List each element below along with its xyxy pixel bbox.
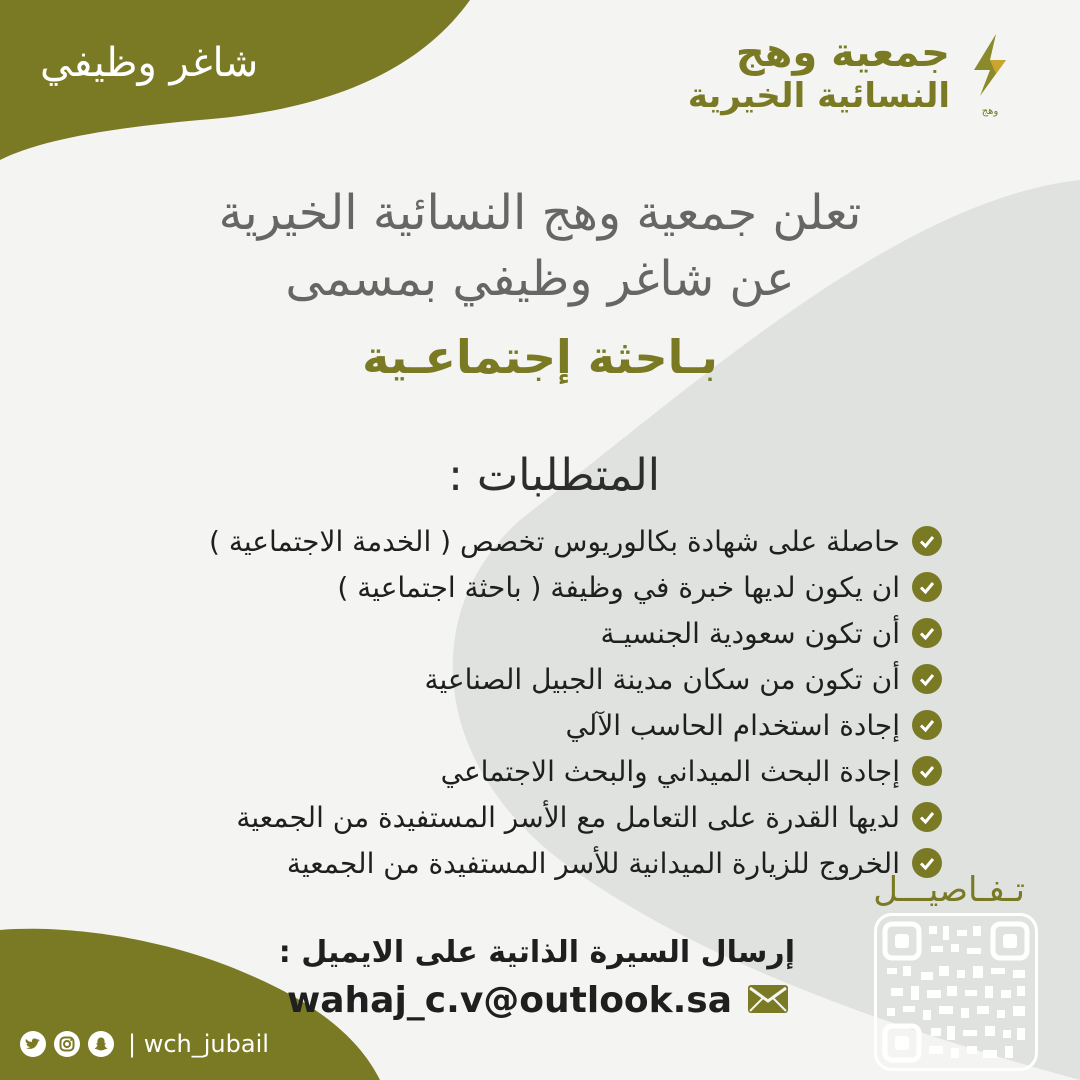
announcement-line-2: عن شاغر وظيفي بمسمى xyxy=(285,251,795,307)
check-icon xyxy=(912,618,942,648)
twitter-icon[interactable] xyxy=(20,1031,46,1057)
mail-icon xyxy=(746,983,790,1019)
requirement-text: أن تكون من سكان مدينة الجبيل الصناعية xyxy=(424,662,900,696)
requirement-text: حاصلة على شهادة بكالوريوس تخصص ( الخدمة الاجتماعية ) xyxy=(209,524,900,558)
announcement-line-1: تعلن جمعية وهج النسائية الخيرية xyxy=(218,185,862,241)
logo xyxy=(640,30,1020,130)
email-row xyxy=(287,980,790,1021)
logo-subtitle: النسائية الخيرية xyxy=(687,76,950,116)
requirement-item xyxy=(122,748,942,794)
logo-mark-icon xyxy=(960,30,1020,120)
check-icon xyxy=(912,664,942,694)
check-icon xyxy=(912,572,942,602)
announcement xyxy=(150,180,930,312)
requirement-text: الخروج للزيارة الميدانية للأسر المستفيدة من الجمعية xyxy=(286,846,900,880)
check-icon xyxy=(912,710,942,740)
logo-mark-label: وهج xyxy=(981,106,999,117)
requirement-item xyxy=(122,840,942,886)
requirement-item xyxy=(122,610,942,656)
check-icon xyxy=(912,756,942,786)
requirements-heading: المتطلبات : xyxy=(448,450,660,501)
job-title: بـاحثة إجتماعـية xyxy=(362,330,718,384)
snapchat-icon[interactable] xyxy=(88,1031,114,1057)
requirement-item xyxy=(122,702,942,748)
instagram-icon[interactable] xyxy=(54,1031,80,1057)
requirements-list xyxy=(122,518,942,886)
social-handle[interactable]: | wch_jubail xyxy=(128,1030,269,1058)
requirement-item xyxy=(122,794,942,840)
requirement-item xyxy=(122,656,942,702)
social-bar xyxy=(20,1030,269,1058)
requirement-text: أن تكون سعودية الجنسيـة xyxy=(600,616,900,650)
qr-code[interactable] xyxy=(874,913,1038,1071)
email-link[interactable]: wahaj_c.v@outlook.sa xyxy=(286,980,732,1021)
qr-code-icon xyxy=(877,916,1035,1068)
requirement-text: ان يكون لديها خبرة في وظيفة ( باحثة اجتماعية ) xyxy=(337,570,900,604)
check-icon xyxy=(912,802,942,832)
details-label: تـفـاصيـــل xyxy=(873,870,1025,910)
logo-title: جمعية وهج xyxy=(735,30,950,76)
requirement-text: إجادة استخدام الحاسب الآلي xyxy=(565,708,900,742)
check-icon xyxy=(912,526,942,556)
requirement-item xyxy=(122,564,942,610)
vacancy-badge: شاغر وظيفي xyxy=(40,40,259,86)
cv-instruction: إرسال السيرة الذاتية على الايميل : xyxy=(278,935,795,970)
requirement-item xyxy=(122,518,942,564)
requirement-text: إجادة البحث الميداني والبحث الاجتماعي xyxy=(440,754,900,788)
requirement-text: لديها القدرة على التعامل مع الأسر المستفيدة من الجمعية xyxy=(236,800,900,834)
